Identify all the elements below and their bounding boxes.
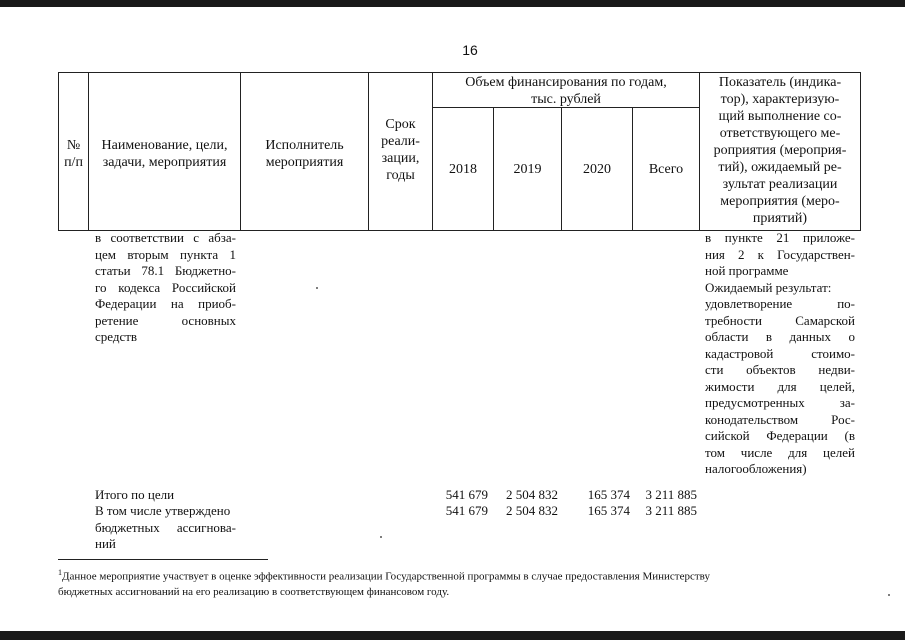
approved-total: 3 211 885 bbox=[645, 503, 697, 518]
header-col-name: Наименование, цели, задачи, мероприятия bbox=[101, 138, 228, 170]
indicator-continued: в пункте 21 приложе- ния 2 к Государствен- ной программе Ожидаемый результат: удовлетворение по- требности Самарской области в данных о кадастровой стоимо- сти объектов недви- жимости для целей, предусмотренных за- конодательством Рос- сийской Федерации (в том числе для целей налогообложения) bbox=[705, 230, 855, 476]
total-row-label: Итого по цели bbox=[95, 487, 175, 502]
header-col-term: Срок реали- зации, годы bbox=[381, 117, 420, 183]
header-total: Всего bbox=[648, 162, 684, 177]
scan-top-edge bbox=[0, 0, 905, 7]
total-2019: 2 504 832 bbox=[506, 487, 558, 502]
table-top-border bbox=[58, 72, 860, 73]
approved-2020: 165 374 bbox=[587, 503, 630, 518]
header-year-2020: 2020 bbox=[583, 162, 611, 177]
scan-speck bbox=[888, 594, 890, 596]
approved-row-label: В том числе утверждено бюджетных ассигнова- ний bbox=[95, 503, 236, 551]
header-col-executor: Исполнитель мероприятия bbox=[265, 138, 344, 170]
approved-2018: 541 679 bbox=[445, 503, 488, 518]
scan-speck bbox=[380, 536, 382, 538]
scan-speck bbox=[316, 287, 318, 289]
total-2018: 541 679 bbox=[445, 487, 488, 502]
total-all: 3 211 885 bbox=[645, 487, 697, 502]
header-year-2018: 2018 bbox=[449, 162, 477, 177]
approved-2019: 2 504 832 bbox=[506, 503, 558, 518]
scan-bottom-edge bbox=[0, 631, 905, 640]
total-2020: 165 374 bbox=[587, 487, 630, 502]
table-right-border bbox=[860, 72, 861, 231]
header-col-number: № п/п bbox=[64, 138, 83, 170]
footnote-marker: 1 bbox=[58, 568, 62, 577]
footnote-separator bbox=[58, 559, 268, 560]
header-indicator: Показатель (индика- тор), характеризую- щий выполнение со- ответствующего ме- роприятия (мероприя- тий), ожидаемый ре- зультат реализации мероприятия (меро- приятий) bbox=[713, 75, 847, 226]
header-year-2019: 2019 bbox=[513, 162, 542, 177]
header-funding-title: Объем финансирования по годам, тыс. рублей bbox=[465, 75, 667, 107]
page-number: 16 bbox=[462, 42, 478, 58]
footnote: $^1$Данное мероприятие участвует в оценке эффективности реализации Государственной программы в случае предоставления Министерству бюджетных ассигнований на его реализацию в соответствующем финансовом году. bbox=[58, 568, 710, 598]
activity-name-continued: в соответствии с абза- цем вторым пункта 1 статьи 78.1 Бюджетно- го кодекса Российской Федерации на приоб- ретение основных средств bbox=[95, 230, 236, 344]
